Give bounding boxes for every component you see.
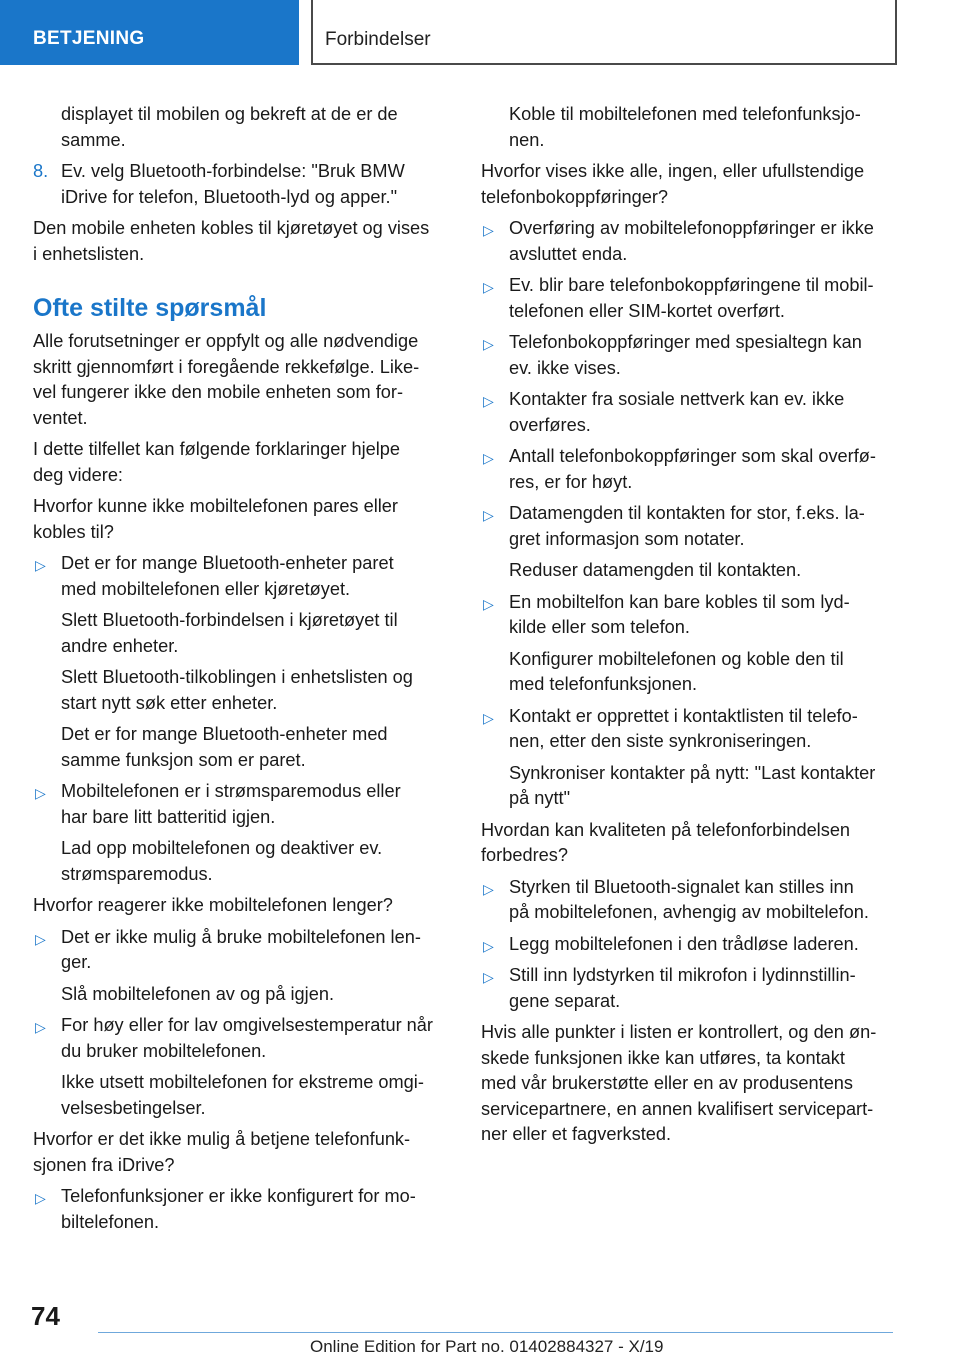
text-line: Ev. velg Bluetooth-forbindelse: "Bruk BMW <box>61 161 405 181</box>
text-line: Hvordan kan kvaliteten på telefonforbindelsen <box>481 819 851 840</box>
text-line: Still inn lydstyrken til mikrofon i lydinnstillin- <box>509 965 856 985</box>
text-line: skede funksjonen ikke kan utføres, ta kontakt <box>481 1047 845 1068</box>
text-line: For høy eller for lav omgivelsestemperatur når <box>61 1015 433 1035</box>
list-item <box>481 963 901 1014</box>
list-item <box>481 501 901 552</box>
text-line: gene separat. <box>509 990 621 1011</box>
text-line: Synkroniser kontakter på nytt: "Last kontakter <box>509 762 876 783</box>
text-line: Slett Bluetooth-tilkoblingen i enhetslisten og <box>61 667 413 687</box>
text-line: telefonen eller SIM-kortet overført. <box>509 300 785 321</box>
list-item <box>481 590 901 641</box>
list-item <box>481 932 901 958</box>
text-line: Kontakt er opprettet i kontaktlisten til telefo- <box>509 705 858 726</box>
triangle-bullet-icon: ▷ <box>483 507 494 523</box>
list-item-text <box>509 963 901 1014</box>
footer-divider <box>98 1332 893 1333</box>
triangle-bullet-icon: ▷ <box>483 393 494 409</box>
text-line: kilde eller som telefon. <box>509 617 690 637</box>
text-line: Antall telefonbokoppføringer som skal overfø- <box>509 446 876 466</box>
paragraph <box>481 1020 901 1148</box>
list-item-text <box>509 273 901 324</box>
list-item-detail <box>481 647 901 698</box>
text-line: Den mobile enheten kobles til kjøretøyet og vises <box>33 218 430 238</box>
text-line: Konfigurer mobiltelefonen og koble den til <box>509 648 844 669</box>
text-line: I dette tilfellet kan følgende forklaringer hjelpe <box>33 439 400 459</box>
list-item-text <box>509 387 901 438</box>
list-item-detail <box>33 836 451 887</box>
list-item-text <box>509 444 901 495</box>
text-line: ev. ikke vises. <box>509 357 621 378</box>
question <box>33 1127 451 1178</box>
text-line: Telefonfunksjoner er ikke konfigurert for mo- <box>61 1186 416 1206</box>
triangle-bullet-icon: ▷ <box>483 336 494 352</box>
list-item <box>481 444 901 495</box>
triangle-bullet-icon: ▷ <box>483 279 494 295</box>
list-item-text <box>61 1184 451 1235</box>
text-line: gret informasjon som notater. <box>509 528 745 549</box>
list-item <box>481 216 901 267</box>
text-line: servicepartnere, en annen kvalifisert servicepart- <box>481 1098 874 1119</box>
text-line: En mobiltelfon kan bare kobles til som lyd- <box>509 591 850 612</box>
list-item-text <box>509 590 901 641</box>
step-8 <box>33 159 451 210</box>
text-line: på mobiltelefonen, avhengig av mobiltelefon. <box>509 902 869 922</box>
list-item-text <box>509 875 901 926</box>
list-item <box>33 551 451 602</box>
text-line: ner eller et fagverksted. <box>481 1124 672 1144</box>
text-line: med telefonfunksjonen. <box>509 674 698 694</box>
section-heading: Ofte stilte spørsmål <box>33 294 267 322</box>
triangle-bullet-icon: ▷ <box>35 785 46 801</box>
text-line: Datamengden til kontakten for stor, f.eks. la- <box>509 503 865 523</box>
text-line: Ev. blir bare telefonbokoppføringene til mobil- <box>509 275 874 295</box>
text-line: Telefonbokoppføringer med spesialtegn kan <box>509 332 862 352</box>
list-item <box>481 704 901 755</box>
question <box>33 893 451 919</box>
question <box>33 494 451 545</box>
list-item-detail <box>33 982 451 1008</box>
text-line: Slå mobiltelefonen av og på igjen. <box>61 983 334 1004</box>
text-line: avsluttet enda. <box>509 243 628 264</box>
text-line: med mobiltelefonen eller kjøretøyet. <box>61 578 351 599</box>
list-item-text <box>509 932 901 958</box>
list-item-text <box>61 1013 451 1064</box>
step-number: 8. <box>33 161 49 181</box>
text-line: strømsparemodus. <box>61 863 213 884</box>
question <box>481 159 901 210</box>
text-line: Hvorfor er det ikke mulig å betjene telefonfunk- <box>33 1129 411 1149</box>
list-item-text <box>61 925 451 976</box>
list-item-detail <box>33 722 451 773</box>
page-number: 74 <box>31 1301 60 1331</box>
text-line: Hvorfor reagerer ikke mobiltelefonen lenger? <box>33 895 393 915</box>
text-line: Legg mobiltelefonen i den trådløse laderen. <box>509 933 859 954</box>
text-line: kobles til? <box>33 521 114 542</box>
text-line: samme. <box>61 129 126 150</box>
text-line: biltelefonen. <box>61 1211 160 1232</box>
text-line: Ikke utsett mobiltelefonen for ekstreme omgi- <box>61 1072 424 1092</box>
text-line: res, er for høyt. <box>509 471 633 492</box>
text-line: nen, etter den siste synkroniseringen. <box>509 731 812 751</box>
list-item <box>33 1013 451 1064</box>
list-item <box>481 330 901 381</box>
list-item-detail <box>481 558 901 584</box>
paragraph <box>33 216 451 267</box>
text-line: Slett Bluetooth-forbindelsen i kjøretøyet til <box>61 610 398 630</box>
section-title: BETJENING <box>33 28 145 49</box>
text-line: med vår brukerstøtte eller en av produsentens <box>481 1073 854 1093</box>
list-item-text <box>61 551 451 602</box>
question <box>481 818 901 869</box>
text-line: forbedres? <box>481 845 568 865</box>
text-line: sjonen fra iDrive? <box>33 1154 175 1175</box>
list-item-detail <box>481 761 901 812</box>
step-continuation <box>33 102 451 153</box>
text-line: Hvorfor vises ikke alle, ingen, eller ufullstendige <box>481 161 865 181</box>
text-line: iDrive for telefon, Bluetooth-lyd og apper." <box>61 186 398 207</box>
triangle-bullet-icon: ▷ <box>35 930 46 947</box>
text-line: på nytt" <box>509 788 571 808</box>
paragraph <box>33 329 451 431</box>
text-line: ventet. <box>33 407 88 428</box>
triangle-bullet-icon: ▷ <box>483 937 494 954</box>
text-line: Kontakter fra sosiale nettverk kan ev. ikke <box>509 389 845 409</box>
list-item-text <box>61 779 451 830</box>
text-line: start nytt søk etter enheter. <box>61 692 278 713</box>
triangle-bullet-icon: ▷ <box>483 969 494 985</box>
triangle-bullet-icon: ▷ <box>35 1190 46 1206</box>
list-item-detail <box>33 608 451 659</box>
text-line: skritt gjennomført i foregående rekkefølge. Like- <box>33 356 420 377</box>
text-line: Det er ikke mulig å bruke mobiltelefonen len- <box>61 926 421 947</box>
text-line: Overføring av mobiltelefonoppføringer er ikke <box>509 218 874 238</box>
list-item-detail <box>33 1070 451 1121</box>
list-item-text <box>509 330 901 381</box>
text-line: overføres. <box>509 414 591 435</box>
text-line: Reduser datamengden til kontakten. <box>509 560 802 580</box>
text-line: displayet til mobilen og bekreft at de er de <box>61 104 398 124</box>
text-line: andre enheter. <box>61 635 179 656</box>
text-line: ger. <box>61 952 92 972</box>
triangle-bullet-icon: ▷ <box>483 709 494 726</box>
list-item <box>33 1184 451 1235</box>
text-line: deg videre: <box>33 464 123 485</box>
triangle-bullet-icon: ▷ <box>483 450 494 466</box>
list-item <box>33 925 451 976</box>
text-line: telefonbokoppføringer? <box>481 186 669 207</box>
text-line: Hvis alle punkter i listen er kontrollert, og den øn- <box>481 1022 877 1042</box>
list-item <box>481 273 901 324</box>
list-item-text <box>509 704 901 755</box>
list-item <box>481 387 901 438</box>
paragraph <box>33 437 451 488</box>
list-item <box>481 875 901 926</box>
text-line: Det er for mange Bluetooth-enheter paret <box>61 553 394 573</box>
footer-edition: Online Edition for Part no. 01402884327 - X/19 <box>310 1337 664 1356</box>
text-line: Alle forutsetninger er oppfylt og alle nødvendige <box>33 331 419 351</box>
list-item-text <box>509 501 901 552</box>
triangle-bullet-icon: ▷ <box>35 557 46 573</box>
text-line: nen. <box>509 129 545 150</box>
text-line: velsesbetingelser. <box>61 1097 206 1118</box>
text-line: Styrken til Bluetooth-signalet kan stilles inn <box>509 876 854 897</box>
text-line: samme funksjon som er paret. <box>61 749 306 770</box>
text-line: Hvorfor kunne ikke mobiltelefonen pares eller <box>33 496 398 516</box>
text-line: i enhetslisten. <box>33 243 145 264</box>
text-line: Koble til mobiltelefonen med telefonfunksjo- <box>509 104 861 124</box>
text-line: Mobiltelefonen er i strømsparemodus eller <box>61 781 401 801</box>
text-line: du bruker mobiltelefonen. <box>61 1040 267 1061</box>
triangle-bullet-icon: ▷ <box>483 880 494 897</box>
triangle-bullet-icon: ▷ <box>35 1019 46 1035</box>
list-item-detail <box>33 665 451 716</box>
chapter-title: Forbindelser <box>325 29 431 50</box>
list-item-text <box>509 216 901 267</box>
section-tab <box>0 0 299 65</box>
text-line: vel fungerer ikke den mobile enheten som for- <box>33 382 404 402</box>
chapter-tab <box>311 0 897 65</box>
text-line: Lad opp mobiltelefonen og deaktiver ev. <box>61 838 383 858</box>
triangle-bullet-icon: ▷ <box>483 222 494 238</box>
list-item <box>33 779 451 830</box>
step-text <box>61 159 451 210</box>
text-line: har bare litt batteritid igjen. <box>61 806 276 827</box>
text-line: Det er for mange Bluetooth-enheter med <box>61 724 388 744</box>
list-item-detail <box>481 102 901 153</box>
triangle-bullet-icon: ▷ <box>483 595 494 612</box>
right-column <box>481 102 901 1154</box>
left-column <box>33 102 451 1241</box>
